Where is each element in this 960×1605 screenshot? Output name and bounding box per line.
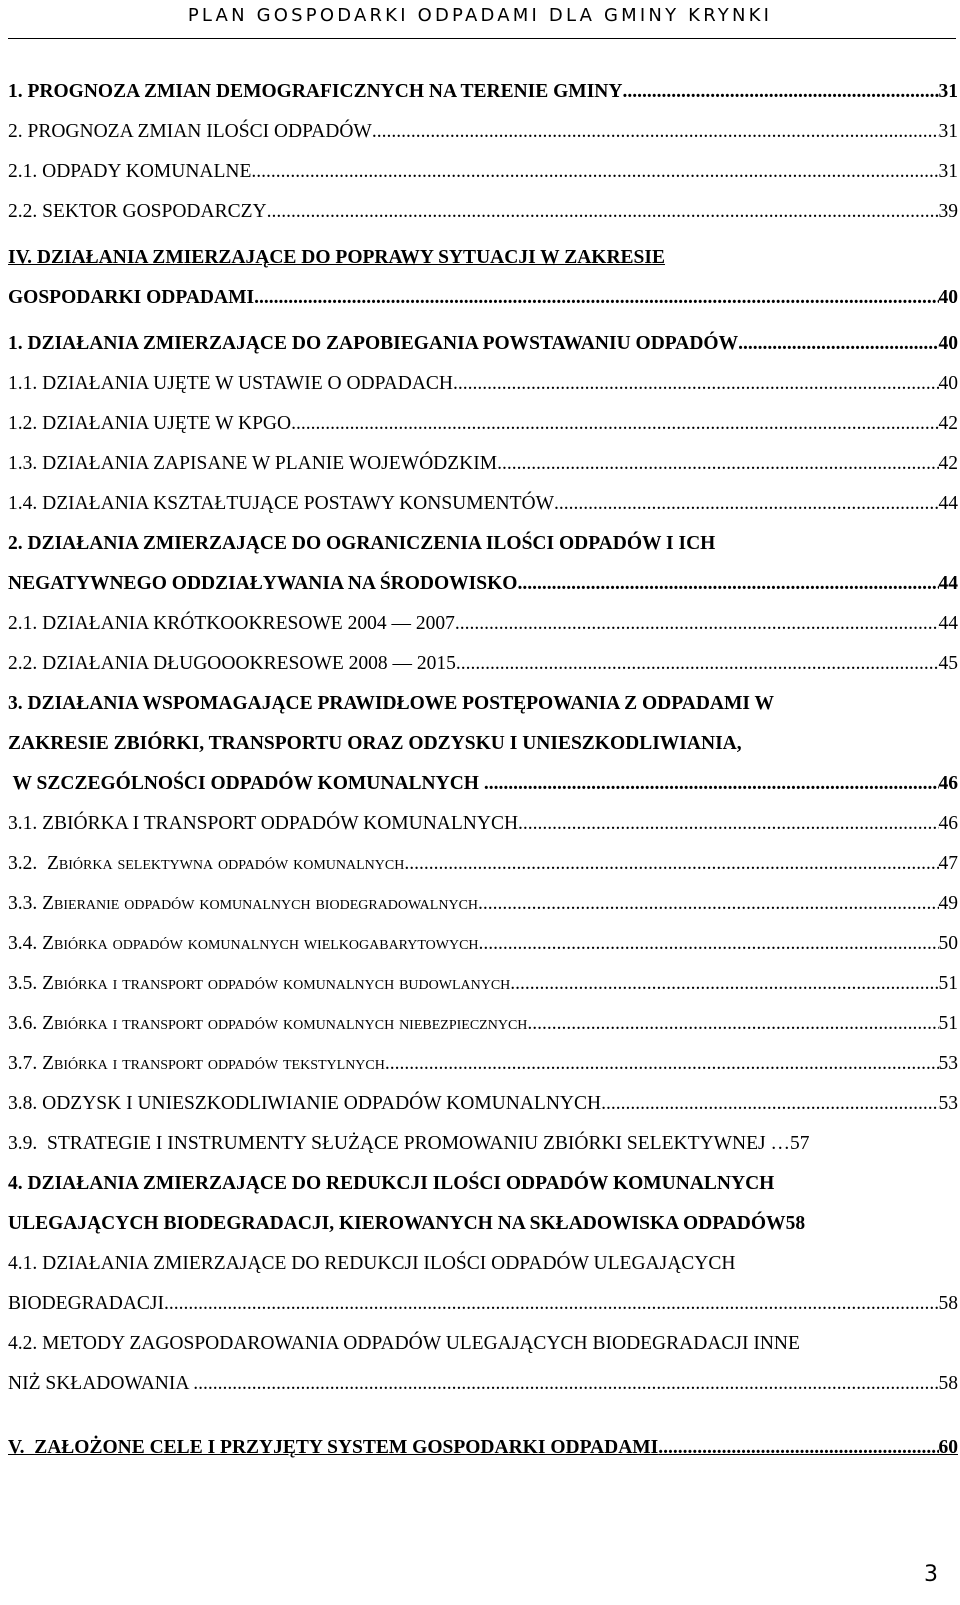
toc-entry-label: 3.8. ODZYSK I UNIESZKODLIWIANIE ODPADÓW KOMUNALNYCH [8,1093,602,1114]
toc-entry-page: 60 [938,1437,958,1458]
toc-entry-page: 31 [938,121,958,142]
toc-entry[interactable] [8,1004,958,1044]
table-of-contents [8,72,958,1468]
toc-entry-page: 39 [938,201,958,222]
toc-entry-label: 1.3. DZIAŁANIA ZAPISANE W PLANIE WOJEWÓDZKIM [8,453,498,474]
toc-entry-label: IV. DZIAŁANIA ZMIERZAJĄCE DO POPRAWY SYTUACJI W ZAKRESIE [8,247,665,268]
toc-entry-page: 51 [938,1013,958,1034]
toc-entry-page: 31 [938,161,958,182]
page-number: 3 [924,1562,938,1587]
toc-entry-page: 42 [938,453,958,474]
toc-entry-page: 49 [938,893,958,914]
toc-entry-label-cont: NEGATYWNEGO ODDZIAŁYWANIA NA ŚRODOWISKO [8,573,518,594]
toc-entry-number: 3.7. [8,1053,43,1074]
toc-entry[interactable] [8,238,958,318]
toc-entry-page: 58 [938,1293,958,1314]
toc-entry-label: 4. DZIAŁANIA ZMIERZAJĄCE DO REDUKCJI ILOŚCI ODPADÓW KOMUNALNYCH [8,1173,775,1194]
toc-entry-label-cont: ZAKRESIE ZBIÓRKI, TRANSPORTU ORAZ ODZYSKU I UNIESZKODLIWIANIA, [8,733,742,754]
toc-entry-label-cont: W SZCZEGÓLNOŚCI ODPADÓW KOMUNALNYCH [8,773,484,794]
toc-entry-label: 3.1. ZBIÓRKA I TRANSPORT ODPADÓW KOMUNALNYCH [8,813,519,834]
toc-entry-page: 53 [938,1053,958,1074]
toc-entry-page: 42 [938,413,958,434]
toc-entry-number: 3.2. [8,853,47,874]
toc-entry-page: 58 [938,1373,958,1394]
toc-entry-page: 44 [938,493,958,514]
toc-entry-label: 1. PROGNOZA ZMIAN DEMOGRAFICZNYCH NA TERENIE GMINY [8,81,623,102]
toc-entry-label: 3. DZIAŁANIA WSPOMAGAJĄCE PRAWIDŁOWE POSTĘPOWANIA Z ODPADAMI W [8,693,774,714]
toc-entry-label-cont: NIŻ SKŁADOWANIA [8,1373,194,1394]
toc-entry-label-cont: BIODEGRADACJI [8,1293,164,1314]
toc-entry[interactable] [8,1044,958,1084]
toc-entry[interactable] [8,1244,958,1324]
header-divider [8,38,956,39]
toc-entry-page: 57 [789,1133,810,1154]
toc-entry[interactable] [8,1164,958,1244]
toc-entry-label-cont: ULEGAJĄCYCH BIODEGRADACJI, KIEROWANYCH NA SKŁADOWISKA ODPADÓW [8,1213,786,1234]
toc-entry-page: 58 [785,1213,806,1234]
toc-entry-label: Zbieranie odpadów komunalnych biodegradowalnych [42,893,479,914]
toc-entry[interactable] [8,1324,958,1404]
toc-entry-label: 3.9. STRATEGIE I INSTRUMENTY SŁUŻĄCE PROMOWANIU ZBIÓRKI SELEKTYWNEJ … [8,1133,790,1154]
toc-entry-label: 1.2. DZIAŁANIA UJĘTE W KPGO [8,413,292,434]
toc-entry[interactable] [8,1428,958,1468]
toc-entry-page: 46 [938,773,958,794]
toc-entry-page: 47 [938,853,958,874]
toc-entry[interactable] [8,364,958,404]
toc-entry-number: 3.3. [8,893,43,914]
toc-entry-label: 2.2. SEKTOR GOSPODARCZY [8,201,267,222]
toc-entry-label: 2.1. DZIAŁANIA KRÓTKOOKRESOWE 2004 — 2007 [8,613,455,634]
toc-entry-page: 53 [938,1093,958,1114]
toc-entry-label: 4.1. DZIAŁANIA ZMIERZAJĄCE DO REDUKCJI ILOŚCI ODPADÓW ULEGAJĄCYCH [8,1253,736,1274]
toc-entry-label: 2.2. DZIAŁANIA DŁUGOOOKRESOWE 2008 — 2015 [8,653,456,674]
toc-entry-label: Zbiórka odpadów komunalnych wielkogabarytowych [42,933,479,954]
toc-entry-label: Zbiórka i transport odpadów komunalnych budowlanych [42,973,511,994]
toc-entry-number: 3.5. [8,973,43,994]
toc-entry-page: 51 [938,973,958,994]
toc-entry[interactable] [8,112,958,152]
toc-entry-label: 2. DZIAŁANIA ZMIERZAJĄCE DO OGRANICZENIA ILOŚCI ODPADÓW I ICH [8,533,716,554]
toc-entry-page: 40 [938,333,958,354]
toc-entry[interactable] [8,404,958,444]
toc-entry-page: 40 [938,373,958,394]
toc-entry-page: 40 [938,287,958,308]
toc-entry-number: 3.6. [8,1013,43,1034]
toc-entry[interactable] [8,192,958,232]
toc-entry-page: 46 [938,813,958,834]
toc-entry-label: V. ZAŁOŻONE CELE I PRZYJĘTY SYSTEM GOSPODARKI ODPADAMI [8,1437,659,1458]
toc-entry-label: 1.4. DZIAŁANIA KSZTAŁTUJĄCE POSTAWY KONSUMENTÓW [8,493,554,514]
toc-entry-page: 44 [938,573,958,594]
toc-entry[interactable] [8,1124,958,1164]
toc-entry-label: 2.1. ODPADY KOMUNALNE [8,161,252,182]
toc-entry[interactable] [8,72,958,112]
toc-entry[interactable] [8,684,958,804]
toc-entry[interactable] [8,964,958,1004]
toc-entry-page: 50 [938,933,958,954]
toc-entry[interactable] [8,604,958,644]
toc-entry-number: 3.4. [8,933,43,954]
toc-entry-page: 45 [938,653,958,674]
toc-entry-label: 1.1. DZIAŁANIA UJĘTE W USTAWIE O ODPADACH [8,373,453,394]
toc-entry-page: 31 [938,81,958,102]
document-title: PLAN GOSPODARKI ODPADAMI DLA GMINY KRYNKI [187,5,773,26]
toc-entry[interactable] [8,524,958,604]
toc-entry-label: 2. PROGNOZA ZMIAN ILOŚCI ODPADÓW [8,121,372,142]
toc-entry-label: 4.2. METODY ZAGOSPODAROWANIA ODPADÓW ULEGAJĄCYCH BIODEGRADACJI INNE [8,1333,800,1354]
toc-entry-label: Zbiórka i transport odpadów tekstylnych [42,1053,385,1074]
toc-entry[interactable] [8,844,958,884]
toc-entry[interactable] [8,924,958,964]
toc-entry[interactable] [8,884,958,924]
toc-entry-label-cont: GOSPODARKI ODPADAMI [8,287,255,308]
toc-entry-page: 44 [938,613,958,634]
toc-entry[interactable] [8,152,958,192]
toc-entry[interactable] [8,804,958,844]
toc-entry[interactable] [8,1084,958,1124]
toc-entry-label: Zbiórka selektywna odpadów komunalnych [47,853,405,874]
toc-entry[interactable] [8,444,958,484]
toc-entry[interactable] [8,484,958,524]
toc-entry-label: Zbiórka i transport odpadów komunalnych niebezpiecznych [42,1013,528,1034]
toc-entry[interactable] [8,324,958,364]
toc-entry[interactable] [8,644,958,684]
toc-entry-label: 1. DZIAŁANIA ZMIERZAJĄCE DO ZAPOBIEGANIA POWSTAWANIU ODPADÓW [8,333,739,354]
